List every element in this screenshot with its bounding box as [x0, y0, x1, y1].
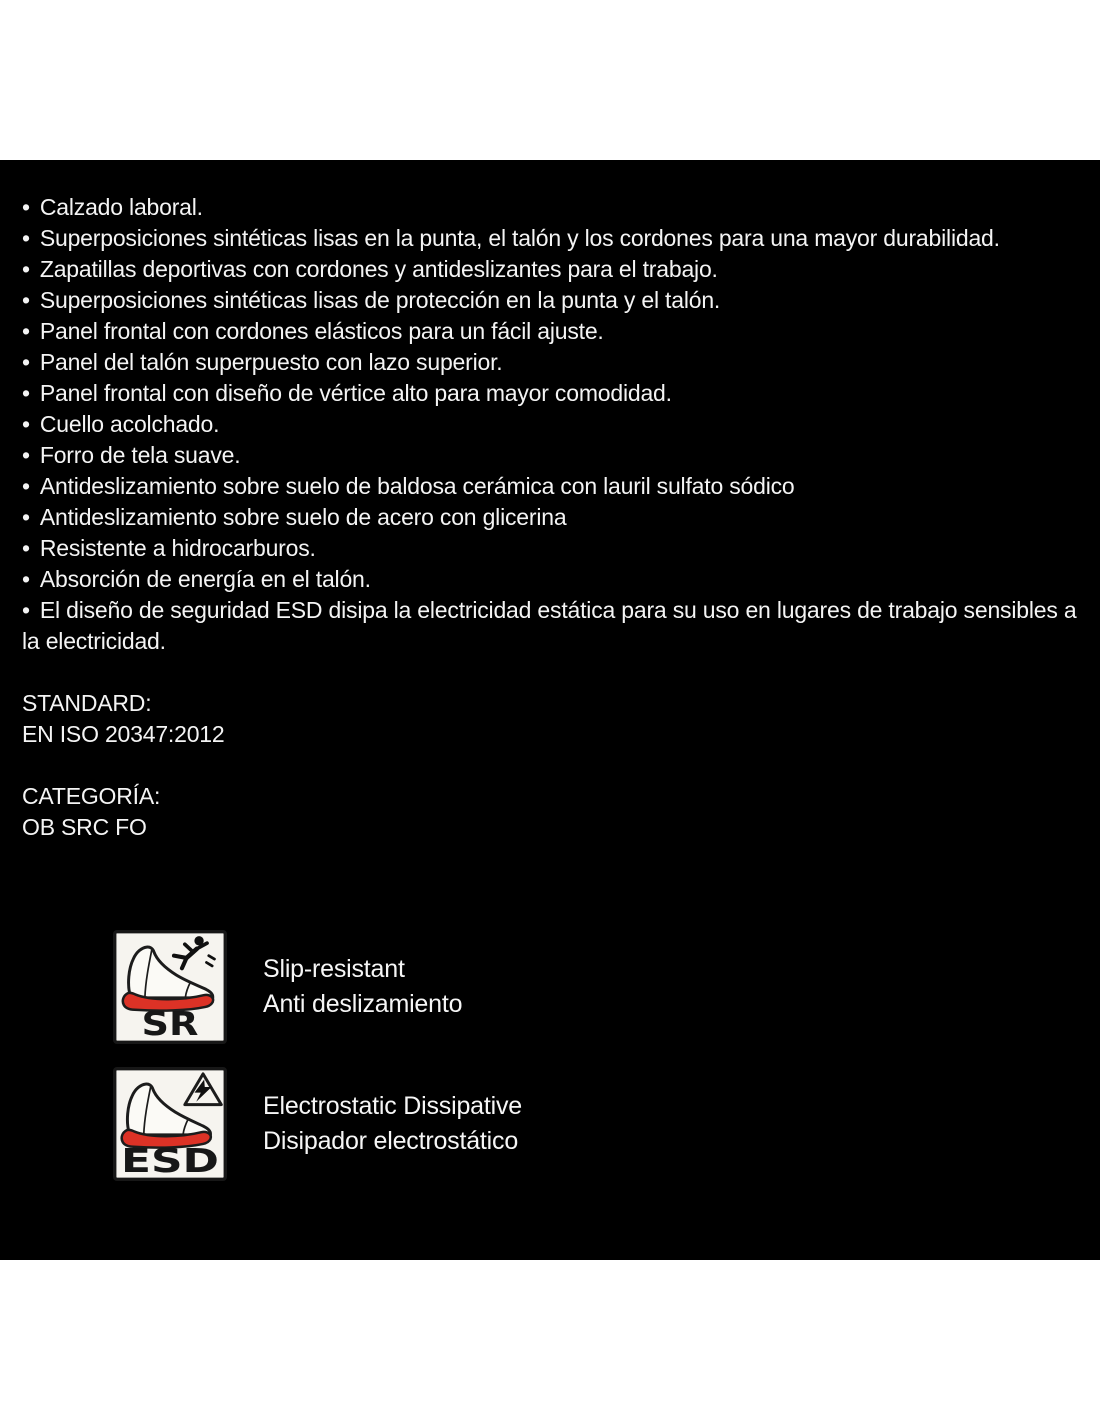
category-label: CATEGORÍA:	[22, 783, 161, 809]
feature-item	[22, 409, 1078, 440]
badge-code-text: SR	[141, 1003, 199, 1043]
feature-item	[22, 378, 1078, 409]
feature-text: Superposiciones sintéticas lisas en la punta, el talón y los cordones para una mayor durabilidad.	[39, 225, 1000, 251]
feature-item	[22, 533, 1078, 564]
feature-text: El diseño de seguridad ESD disipa la electricidad estática para su uso en lugares de trabajo sensibles a la electricidad.	[22, 597, 1077, 654]
bullet-dot: •	[22, 349, 30, 375]
slip-resistant-boot-icon	[113, 930, 227, 1044]
feature-text: Panel frontal con diseño de vértice alto para mayor comodidad.	[39, 380, 672, 406]
bullet-dot: •	[22, 473, 30, 499]
bullet-dot: •	[22, 566, 30, 592]
feature-text: Panel del talón superpuesto con lazo superior.	[39, 349, 503, 375]
feature-item	[22, 595, 1078, 657]
badge-labels	[263, 1089, 522, 1159]
bullet-dot: •	[22, 597, 30, 623]
badge-esd	[113, 1067, 1078, 1181]
bullet-dot: •	[22, 380, 30, 406]
badge-title: Electrostatic Dissipative	[263, 1092, 522, 1120]
badge-subtitle: Anti deslizamiento	[263, 990, 463, 1018]
feature-item	[22, 285, 1078, 316]
feature-item	[22, 440, 1078, 471]
feature-item	[22, 254, 1078, 285]
standard-value: EN ISO 20347:2012	[22, 721, 225, 747]
feature-text: Antideslizamiento sobre suelo de acero con glicerina	[39, 504, 567, 530]
feature-text: Cuello acolchado.	[39, 411, 220, 437]
category-section	[22, 781, 1078, 843]
feature-text: Forro de tela suave.	[39, 442, 241, 468]
bullet-dot: •	[22, 194, 30, 220]
bullet-dot: •	[22, 318, 30, 344]
badge-title: Slip-resistant	[263, 955, 405, 983]
feature-text: Calzado laboral.	[39, 194, 203, 220]
feature-item	[22, 192, 1078, 223]
certification-badges	[22, 930, 1078, 1181]
bullet-dot: •	[22, 256, 30, 282]
bullet-dot: •	[22, 411, 30, 437]
badge-subtitle: Disipador electrostático	[263, 1127, 519, 1155]
feature-item	[22, 564, 1078, 595]
feature-item	[22, 502, 1078, 533]
feature-item	[22, 316, 1078, 347]
bullet-dot: •	[22, 442, 30, 468]
category-value: OB SRC FO	[22, 814, 147, 840]
standard-label: STANDARD:	[22, 690, 152, 716]
bullet-dot: •	[22, 287, 30, 313]
feature-text: Panel frontal con cordones elásticos para un fácil ajuste.	[39, 318, 604, 344]
standard-section	[22, 688, 1078, 750]
description-panel	[0, 160, 1100, 1260]
bullet-dot: •	[22, 225, 30, 251]
bullet-dot: •	[22, 504, 30, 530]
badge-slip-resistant	[113, 930, 1078, 1044]
feature-item	[22, 347, 1078, 378]
esd-boot-icon	[113, 1067, 227, 1181]
badge-labels	[263, 952, 462, 1022]
feature-item	[22, 471, 1078, 502]
feature-text: Superposiciones sintéticas lisas de protección en la punta y el talón.	[39, 287, 721, 313]
feature-item	[22, 223, 1078, 254]
bullet-dot: •	[22, 535, 30, 561]
feature-text: Resistente a hidrocarburos.	[39, 535, 316, 561]
feature-text: Absorción de energía en el talón.	[39, 566, 371, 592]
feature-list	[22, 192, 1078, 657]
feature-text: Zapatillas deportivas con cordones y antideslizantes para el trabajo.	[39, 256, 718, 282]
badge-code-text: ESD	[120, 1140, 220, 1180]
feature-text: Antideslizamiento sobre suelo de baldosa cerámica con lauril sulfato sódico	[39, 473, 795, 499]
